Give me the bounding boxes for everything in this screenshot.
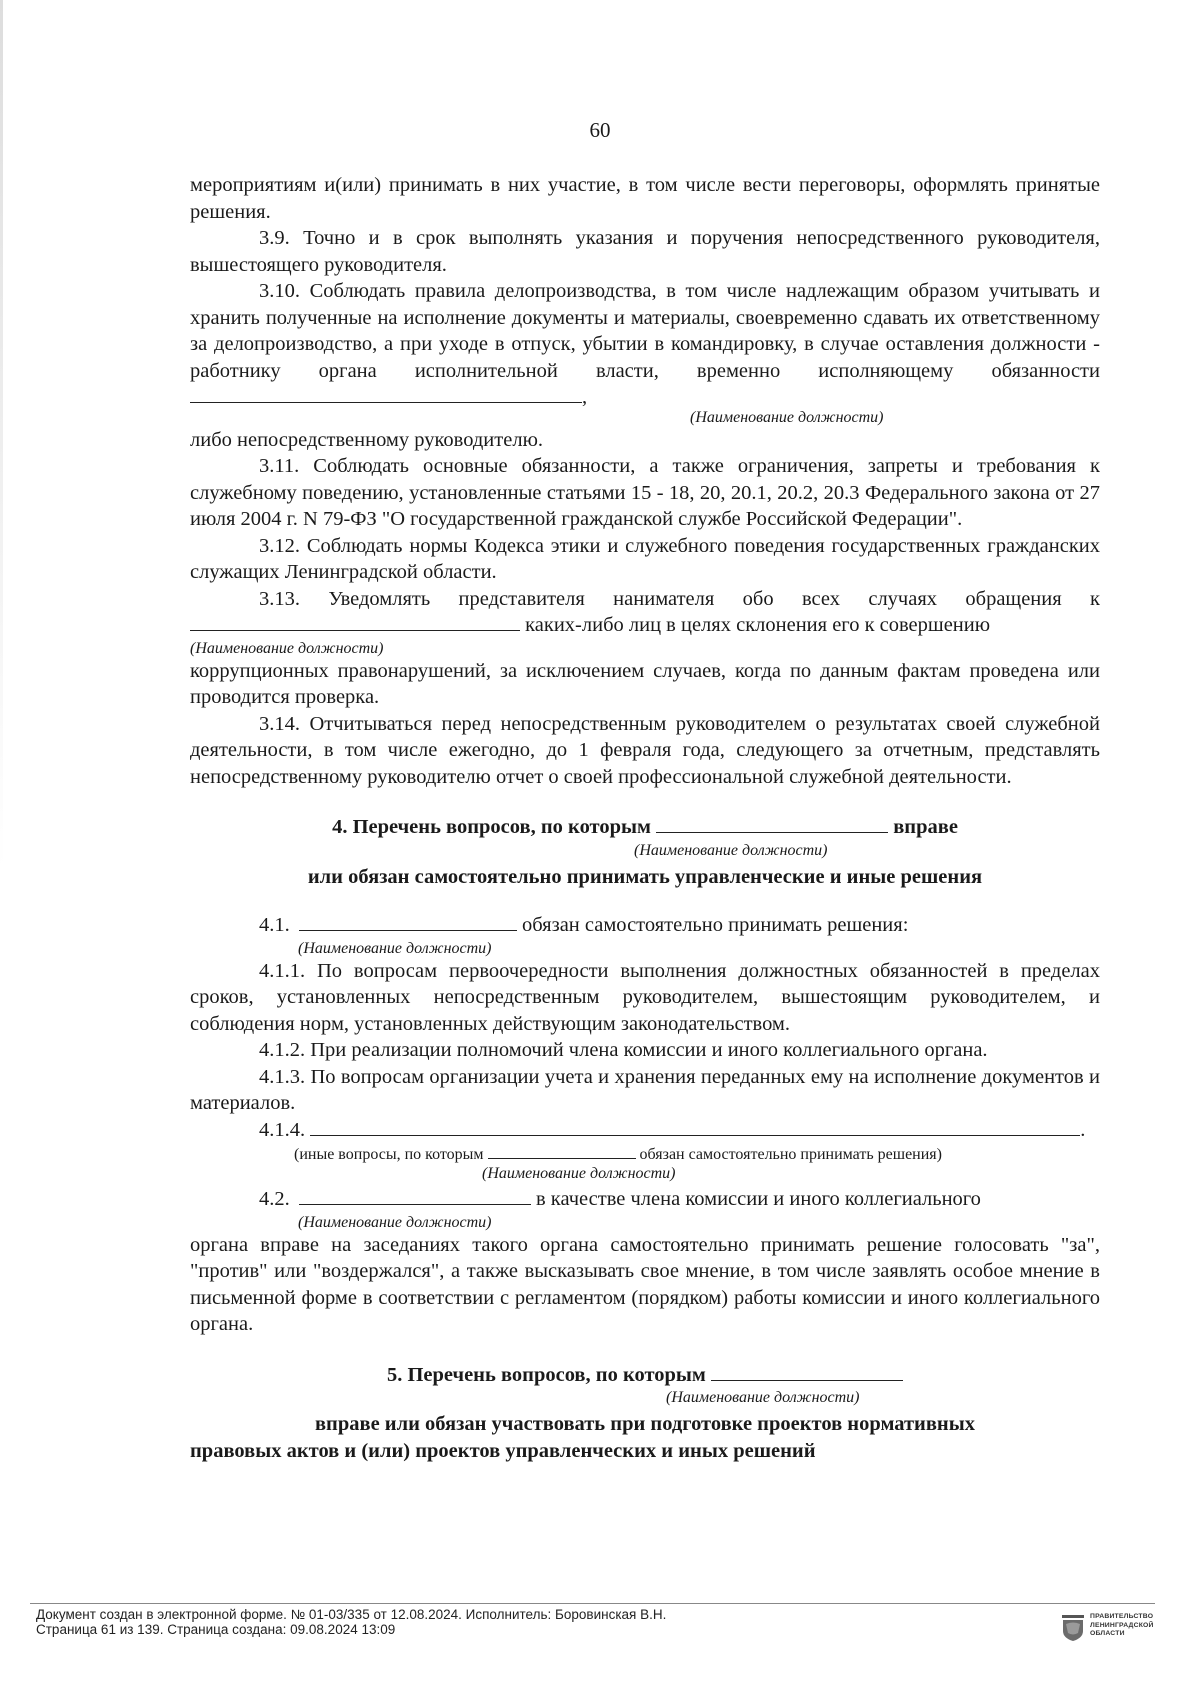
paragraph-3-13-line2 (190, 612, 1100, 639)
footer-divider (30, 1603, 1155, 1604)
position-blank (488, 1146, 636, 1159)
paragraph-3-10-text: 3.10. Соблюдать правила делопроизводства, в том числе надлежащим образом учитывать и хранить полученные на исполнение документы и материалы, своевременно сдавать их ответственному за делопроизводство, а при уходе в отпуск, убытии в командировку, в случае оставления должности - работнику органа исполнительной власти, временно исполняющему обязанности (190, 280, 1100, 382)
paragraph-4-1-4: 4.1.4. . (259, 1118, 1086, 1141)
paragraph-3-10: 3.10. Соблюдать правила делопроизводства, в том числе надлежащим образом учитывать и хранить полученные на исполнение документы и материалы, своевременно сдавать их ответственному за делопроизводство, а при уходе в отпуск, убытии в командировку, в случае оставления должности - работнику органа исполнительной власти, временно исполняющему обязанности , (190, 280, 1100, 408)
section-5-title: 5. Перечень вопросов, по которым (386, 1363, 706, 1386)
paragraph-3-13-text: каких-либо лиц в целях склонения его к совершению (525, 614, 991, 636)
paragraph-3-11: 3.11. Соблюдать основные обязанности, а также ограничения, запреты и требования к служебному поведению, установленные статьями 15 - 18, 20, 20.1, 20.2, 20.3 Федерального закона от 27 июля 2004 г. N 79-ФЗ "О государственной гражданской службе Российской Федерации". (190, 455, 1100, 530)
paragraph-4-1 (190, 912, 1100, 939)
paragraph-4-2-text: в качестве члена комиссии и иного коллегиального (536, 1188, 981, 1210)
section-4-title-tail: вправе (893, 816, 958, 838)
paragraph-4-2 (190, 1186, 1100, 1213)
section-4-heading (190, 814, 1100, 841)
paragraph-3-13: 3.13. Уведомлять представителя нанимателя обо всех случаях обращения к (259, 587, 1100, 610)
footer-line-2: Страница 61 из 139. Страница создана: 09.08.2024 13:09 (36, 1622, 396, 1637)
section-5-subtitle: вправе или обязан участвовать при подготовке проектов нормативных (314, 1413, 976, 1435)
section-5-subtitle-line2: правовых актов и (или) проектов управленческих и иных решений (190, 1439, 816, 1462)
position-caption: (Наименование должности) (690, 408, 884, 426)
caption-text-b: обязан самостоятельно принимать решения) (639, 1146, 942, 1163)
footer-line-1: Документ создан в электронной форме. № 01-03/335 от 12.08.2024. Исполнитель: Боровинская В.Н. (36, 1607, 667, 1622)
paragraph-3-10-end: либо непосредственному руководителю. (190, 428, 544, 451)
position-caption: (Наименование должности) (298, 939, 492, 957)
paragraph-4-1-1: 4.1.1. По вопросам первоочередности выполнения должностных обязанностей в пределах сроков, установленных непосредственным руководителем, вышестоящим руководителем, и соблюдения норм, установленных действующим законодательством. (190, 959, 1100, 1035)
paragraph-3-9: 3.9. Точно и в срок выполнять указания и поручения непосредственного руководителя, вышестоящего руководителя. (190, 227, 1100, 276)
coat-of-arms-icon (1062, 1615, 1084, 1641)
position-blank (299, 912, 517, 931)
paragraph-4-1-2: 4.1.2. При реализации полномочий члена комиссии и иного коллегиального органа. (259, 1039, 988, 1061)
position-blank (711, 1362, 903, 1381)
document-footer (36, 1607, 1166, 1637)
paragraph-3-14: 3.14. Отчитываться перед непосредственным руководителем о результатах своей служебной деятельности, в том числе ежегодно, до 1 февраля года, следующего за отчетным, представлять непосредственному руководителю отчет о своей профессиональной служебной деятельности. (190, 712, 1100, 788)
logo-line-1: ПРАВИТЕЛЬСТВО (1090, 1613, 1154, 1620)
government-logo (1062, 1611, 1172, 1651)
paragraph-4-1-text: обязан самостоятельно принимать решения: (522, 914, 909, 936)
logo-line-2: ЛЕНИНГРАДСКОЙ (1090, 1621, 1154, 1629)
logo-text (1090, 1613, 1154, 1639)
paragraph-3-12: 3.12. Соблюдать нормы Кодекса этики и служебного поведения государственных гражданских служащих Ленинградской области. (190, 534, 1100, 583)
document-body (190, 172, 1100, 1464)
position-caption: (Наименование должности) (482, 1165, 676, 1182)
position-caption: (Наименование должности) (666, 1389, 860, 1406)
paragraph-4-2-continuation: органа вправе на заседаниях такого органа самостоятельно принимать решение голосовать "за", "против" или "воздержался", а также высказывать свое мнение, в том числе заявлять особое мнение в письменной форме в соответствии с регламентом (порядком) работы комиссии и иного коллегиального органа. (190, 1233, 1100, 1335)
position-blank (190, 612, 520, 631)
other-questions-caption (190, 1145, 1100, 1164)
position-blank (190, 384, 582, 403)
position-caption: (Наименование должности) (298, 1213, 492, 1231)
logo-line-3: ОБЛАСТИ (1090, 1630, 1125, 1637)
caption-text-a: (иные вопросы, по которым (294, 1146, 484, 1163)
section-4-subtitle: или обязан самостоятельно принимать управленческие и иные решения (307, 865, 983, 888)
paragraph-4-1-number: 4.1. (259, 914, 290, 936)
section-4-title: 4. Перечень вопросов, по которым (332, 816, 651, 838)
questions-blank (310, 1117, 1080, 1136)
page-number: 60 (589, 118, 611, 142)
paragraph-4-2-number: 4.2. (259, 1188, 290, 1210)
position-blank (299, 1186, 531, 1205)
position-caption: (Наименование должности) (190, 639, 384, 657)
position-caption: (Наименование должности) (634, 841, 828, 859)
position-blank (656, 814, 888, 833)
paragraph-3-13-end: коррупционных правонарушений, за исключением случаев, когда по данным фактам проведена или проводится проверка. (190, 659, 1100, 708)
paragraph-4-1-4-number: 4.1.4. (259, 1118, 306, 1141)
paragraph-continuation: мероприятиям и(или) принимать в них участие, в том числе вести переговоры, оформлять принятые решения. (190, 174, 1100, 223)
paragraph-4-1-3: 4.1.3. По вопросам организации учета и хранения переданных ему на исполнение документов и материалов. (190, 1065, 1100, 1114)
section-5-heading (190, 1362, 1100, 1389)
